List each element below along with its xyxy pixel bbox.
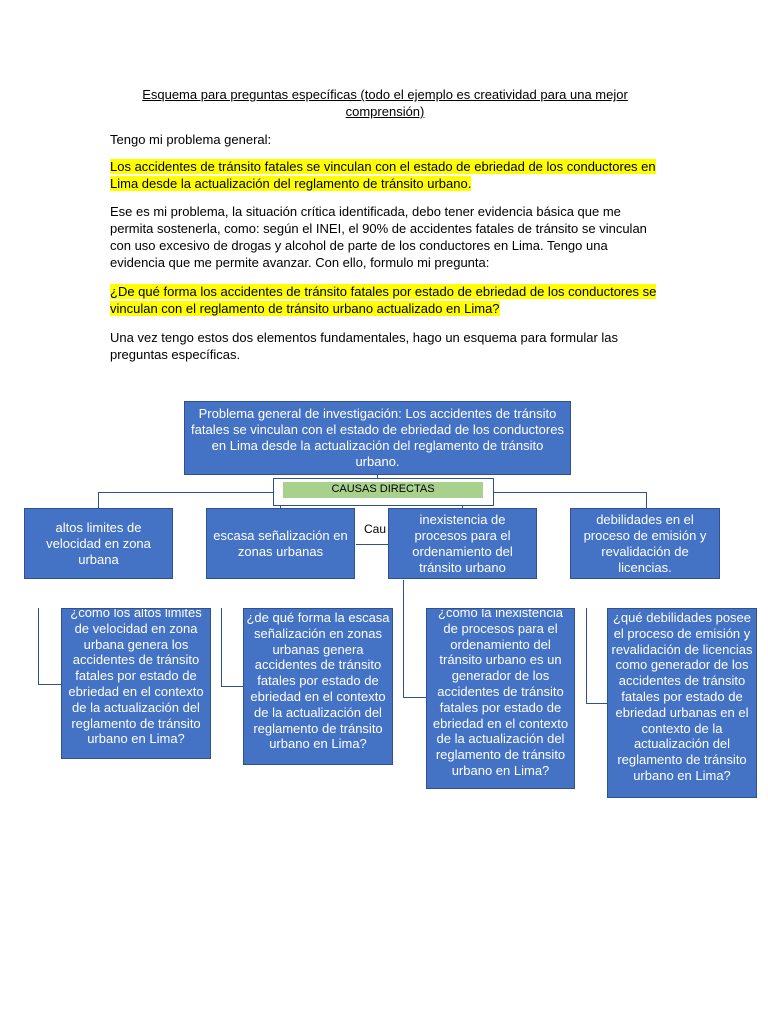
elbow-q1-v [38,608,39,685]
elbow-q2-v [221,608,222,687]
elbow-q1-h [38,684,62,685]
connector-cause-1 [98,492,99,508]
cause-box-licenses [570,508,720,579]
elbow-q2-h [221,686,244,687]
cause-text: altos limites de velocidad en zona urbana [46,519,151,567]
question-text: ¿de qué forma la escasa señalización en zonas urbanas genera accidentes de tránsito fatales por estado de ebriedad en el contexto de la actualización del reglamento de tránsito urbano en Lima? [246,610,390,752]
cause-box-signage [206,508,355,579]
main-problem-text: Problema general de investigación: Los accidentes de tránsito fatales se vinculan con el estado de ebriedad de los conductores en Lima desde la actualización del reglamento de tránsito urbano. [191,406,564,469]
connector-cause-4 [646,492,647,508]
question-box-signage [243,608,393,765]
elbow-q4-v [586,608,587,704]
question-box-speed-limits [61,608,211,759]
question-text: ¿como los altos limites de velocidad en zona urbana genera los accidentes de tránsito fatales por estado de ebriedad en el contexto de la actualización del reglamento de tránsito urbano en Lima? [68,608,204,747]
question-text: ¿como la inexistencia de procesos para el ordenamiento del tránsito urbano es un generador de los accidentes de tránsito fatales por estado de ebriedad en el contexto de la actualización del reglamento de tránsito urbano en Lima? [432,608,569,778]
problem-statement [110,158,660,192]
cause-box-speed-limits [24,508,173,579]
elbow-q4-h [586,703,608,704]
main-problem-box [184,401,571,475]
elbow-q3-v [403,580,404,698]
question-highlight: ¿De qué forma los accidentes de tránsito fatales por estado de ebriedad de los conductores se vinculan con el reglamento de tránsito urbano actualizado en Lima? [110,284,657,316]
cause-text: escasa señalización en zonas urbanas [213,527,348,559]
intro-text: Tengo mi problema general: [110,132,272,147]
question-box-licenses [607,608,757,798]
cause-text: debilidades en el proceso de emisión y revalidación de licencias. [583,511,707,575]
cause-text: inexistencia de procesos para el ordenamiento del tránsito urbano [412,511,513,575]
question-text: ¿qué debilidades posee el proceso de emisión y revalidación de licencias como generador de los accidentes de tránsito fatales por estado de ebriedad urbanas en el contexto de la actualización del reglamento de tránsito urbano en Lima? [611,610,753,783]
cause-box-traffic-order [388,508,537,579]
question-box-traffic-order [426,608,575,789]
evidence-text: Ese es mi problema, la situación crítica identificada, debo tener evidencia básica que me permita sostenerla, como: según el INEI, el 90% de accidentes fatales de tránsito se vinculan con uso excesivo de drogas y alcohol de parte de los conductores en Lima. Tengo una evidencia que me permite avanzar. Con ello, formulo mi pregunta: [110,204,647,270]
problem-highlight: Los accidentes de tránsito fatales se vinculan con el estado de ebriedad de los conductores en Lima desde la actualización del reglamento de tránsito urbano. [110,159,656,191]
elbow-q3-h [403,697,427,698]
document-title: Esquema para preguntas específicas (todo el ejemplo es creatividad para una mejor comprensión) [142,87,628,119]
causes-label: CAUSAS DIRECTAS [283,482,483,498]
causes-fragment-label: Cau [364,522,387,536]
research-question [110,283,660,317]
fragment-line [356,544,390,545]
closing-text: Una vez tengo estos dos elementos fundamentales, hago un esquema para formular las preguntas específicas. [110,330,619,362]
